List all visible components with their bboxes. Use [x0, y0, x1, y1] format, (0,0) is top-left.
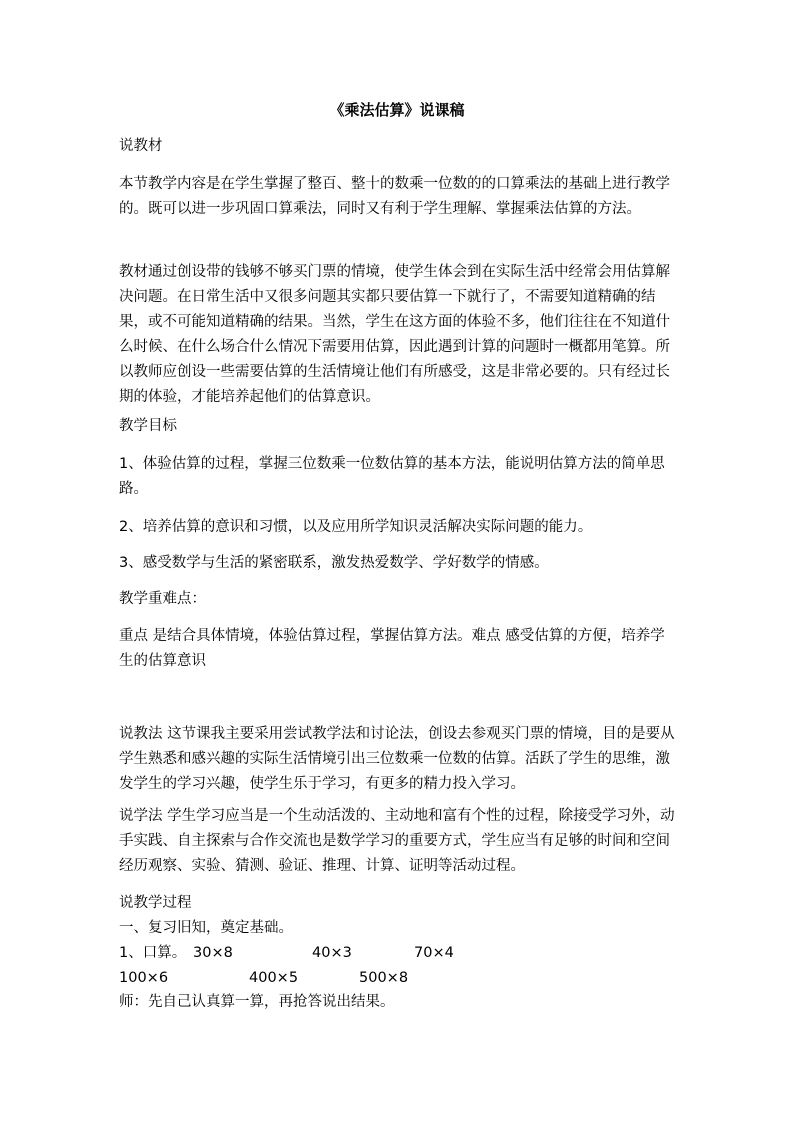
section-heading-key-points: 教学重难点：	[119, 591, 206, 607]
oral-calc-label: 1、口算。	[119, 945, 187, 961]
paragraph-key-points: 重点 是结合具体情境，体验估算过程，掌握估算方法。难点 感受估算的方便，培养学生的估算意识	[119, 628, 665, 669]
paragraph-learning-method: 说学法 学生学习应当是一个生动活泼的、主动地和富有个性的过程，除接受学习外，动手实践、自主探索与合作交流也是数学学习的重要方式，学生应当有足够的时间和空间经历观察、实验、猜测、验证、推理、计算、证明等活动过程。	[119, 808, 675, 874]
section-heading-textbook: 说教材	[119, 138, 163, 154]
teacher-instruction: 师：先自己认真算一算，再抢答说出结果。	[119, 994, 395, 1010]
document-title: 《乘法估算》说课稿	[329, 101, 465, 119]
oral-calc-item: 40×3	[312, 945, 352, 961]
oral-calc-item: 70×4	[414, 945, 454, 961]
process-step-1: 一、复习旧知，奠定基础。	[119, 920, 293, 936]
oral-calc-item: 500×8	[359, 970, 409, 986]
goal-item-1: 1、体验估算的过程，掌握三位数乘一位数估算的基本方法，能说明估算方法的简单思路。	[119, 456, 665, 497]
goal-item-3: 3、感受数学与生活的紧密联系，激发热爱数学、学好数学的情感。	[119, 555, 549, 571]
oral-calc-item: 400×5	[249, 970, 299, 986]
paragraph-teaching-method: 说教法 这节课我主要采用尝试教学法和讨论法，创设去参观买门票的情境，目的是要从学生熟悉和感兴趣的实际生活情境引出三位数乘一位数的估算。活跃了学生的思维，激发学生的学习兴趣，使学生乐于学习，有更多的精力投入学习。	[119, 726, 675, 792]
section-heading-goals: 教学目标	[119, 418, 177, 434]
oral-calc-item: 30×8	[193, 945, 233, 961]
paragraph-textbook-1: 本节教学内容是在学生掌握了整百、整十的数乘一位数的的口算乘法的基础上进行教学的。既可以进一步巩固口算乘法，同时又有利于学生理解、掌握乘法估算的方法。	[119, 176, 670, 217]
paragraph-textbook-2: 教材通过创设带的钱够不够买门票的情境，使学生体会到在实际生活中经常会用估算解决问题。在日常生活中又很多问题其实都只要估算一下就行了，不需要知道精确的结果，或不可能知道精确的结果。当然，学生在这方面的体验不多，他们往往在不知道什么时候、在什么场合什么情况下需要用估算，因此遇到计算的问题时一概都用笔算。所以教师应创设一些需要估算的生活情境让他们有所感受，这是非常必要的。只有经过长期的体验，才能培养起他们的估算意识。	[119, 264, 670, 405]
goal-item-2: 2、培养估算的意识和习惯，以及应用所学知识灵活解决实际问题的能力。	[119, 519, 593, 535]
oral-calc-item: 100×6	[119, 970, 169, 986]
section-heading-process: 说教学过程	[119, 895, 192, 911]
